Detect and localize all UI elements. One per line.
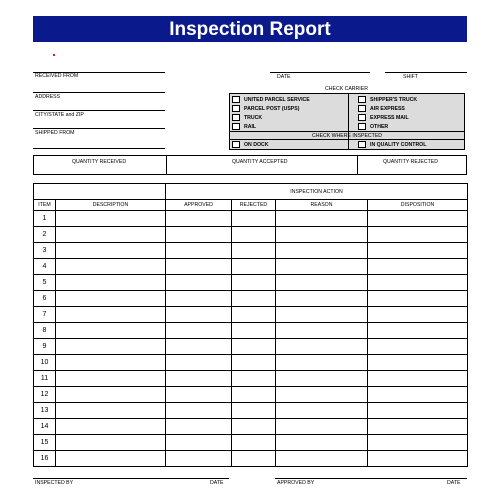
approved-cell[interactable]: [166, 291, 232, 307]
item-cell: 1: [34, 211, 56, 227]
address-label: ADDRESS: [35, 94, 61, 100]
item-cell: 9: [34, 339, 56, 355]
where-option-on-dock: ON DOCK: [244, 142, 269, 148]
reason-cell[interactable]: [276, 451, 368, 467]
col-item-header: ITEM: [34, 200, 56, 211]
rejected-cell[interactable]: [232, 339, 276, 355]
table-row: [34, 403, 468, 419]
rejected-cell[interactable]: [232, 435, 276, 451]
date-line[interactable]: [270, 72, 370, 73]
col-reason-header: REASON: [276, 200, 368, 211]
reason-cell[interactable]: [276, 387, 368, 403]
description-cell[interactable]: [56, 403, 166, 419]
approved-cell[interactable]: [166, 227, 232, 243]
description-cell[interactable]: [56, 275, 166, 291]
checkbox-on-dock[interactable]: [232, 141, 240, 148]
rejected-cell[interactable]: [232, 451, 276, 467]
carrier-option-usps: PARCEL POST (USPS): [244, 106, 300, 112]
shift-line[interactable]: [385, 72, 467, 73]
table-row: [34, 355, 468, 371]
approved-cell[interactable]: [166, 387, 232, 403]
disposition-cell[interactable]: [368, 259, 468, 275]
reason-cell[interactable]: [276, 227, 368, 243]
approved-cell[interactable]: [166, 211, 232, 227]
reason-cell[interactable]: [276, 243, 368, 259]
inspection-action-header: [166, 184, 468, 200]
item-cell: 15: [34, 435, 56, 451]
red-mark: [53, 54, 55, 56]
checkbox-express-mail[interactable]: [358, 114, 366, 121]
approved-cell[interactable]: [166, 355, 232, 371]
description-cell[interactable]: [56, 355, 166, 371]
disposition-cell[interactable]: [368, 355, 468, 371]
rejected-cell[interactable]: [232, 419, 276, 435]
item-cell: 11: [34, 371, 56, 387]
quantities-box: [33, 155, 467, 175]
check-where-inspected-heading: CHECK WHERE INSPECTED: [312, 133, 383, 139]
table-row: [34, 211, 468, 227]
footer-date-label-1: DATE: [210, 480, 224, 486]
qty-divider-2: [357, 156, 358, 175]
rejected-cell[interactable]: [232, 243, 276, 259]
disposition-cell[interactable]: [368, 403, 468, 419]
qty-divider-1: [166, 156, 167, 175]
description-cell[interactable]: [56, 371, 166, 387]
reason-cell[interactable]: [276, 323, 368, 339]
shipped-from-line[interactable]: [33, 148, 165, 149]
item-cell: 4: [34, 259, 56, 275]
disposition-cell[interactable]: [368, 451, 468, 467]
approved-cell[interactable]: [166, 259, 232, 275]
disposition-cell[interactable]: [368, 419, 468, 435]
approved-by-line[interactable]: [275, 478, 467, 479]
disposition-cell[interactable]: [368, 371, 468, 387]
check-carrier-heading: CHECK CARRIER: [325, 86, 368, 92]
table-row: [34, 259, 468, 275]
description-cell[interactable]: [56, 435, 166, 451]
description-cell[interactable]: [56, 307, 166, 323]
item-cell: 2: [34, 227, 56, 243]
approved-cell[interactable]: [166, 339, 232, 355]
approved-cell[interactable]: [166, 371, 232, 387]
disposition-cell[interactable]: [368, 211, 468, 227]
rejected-cell[interactable]: [232, 323, 276, 339]
footer-date-label-2: DATE: [447, 480, 461, 486]
inspected-by-label: INSPECTED BY: [35, 480, 74, 486]
reason-cell[interactable]: [276, 211, 368, 227]
reason-cell[interactable]: [276, 259, 368, 275]
checkbox-in-quality-control[interactable]: [358, 141, 366, 148]
description-cell[interactable]: [56, 227, 166, 243]
quantity-accepted-label: QUANTITY ACCEPTED: [232, 159, 288, 165]
carrier-option-ups: UNITED PARCEL SERVICE: [244, 97, 310, 103]
table-row: [34, 227, 468, 243]
item-cell: 10: [34, 355, 56, 371]
rejected-cell[interactable]: [232, 227, 276, 243]
rejected-cell[interactable]: [232, 403, 276, 419]
description-cell[interactable]: [56, 243, 166, 259]
reason-cell[interactable]: [276, 419, 368, 435]
approved-cell[interactable]: [166, 243, 232, 259]
carrier-box: [229, 93, 465, 150]
disposition-cell[interactable]: [368, 387, 468, 403]
quantity-received-label: QUANTITY RECEIVED: [72, 159, 127, 165]
address-top-line[interactable]: [33, 92, 165, 93]
table-blank-corner: [34, 184, 166, 200]
description-cell[interactable]: [56, 323, 166, 339]
table-row: [34, 435, 468, 451]
received-from-line[interactable]: [33, 72, 165, 73]
disposition-cell[interactable]: [368, 227, 468, 243]
disposition-cell[interactable]: [368, 435, 468, 451]
approved-cell[interactable]: [166, 419, 232, 435]
description-cell[interactable]: [56, 259, 166, 275]
col-approved-header: APPROVED: [166, 200, 232, 211]
reason-cell[interactable]: [276, 275, 368, 291]
quantity-rejected-label: QUANTITY REJECTED: [383, 159, 438, 165]
description-cell[interactable]: [56, 419, 166, 435]
rejected-cell[interactable]: [232, 259, 276, 275]
items-table: [33, 183, 467, 460]
description-cell[interactable]: [56, 451, 166, 467]
description-cell[interactable]: [56, 339, 166, 355]
approved-cell[interactable]: [166, 307, 232, 323]
item-cell: 7: [34, 307, 56, 323]
item-cell: 16: [34, 451, 56, 467]
reason-cell[interactable]: [276, 403, 368, 419]
reason-cell[interactable]: [276, 339, 368, 355]
description-cell[interactable]: [56, 387, 166, 403]
inspected-by-line[interactable]: [33, 478, 229, 479]
carrier-option-other: OTHER: [370, 124, 389, 130]
approved-cell[interactable]: [166, 435, 232, 451]
where-option-in-quality-control: IN QUALITY CONTROL: [370, 142, 427, 148]
approved-cell[interactable]: [166, 451, 232, 467]
rejected-cell[interactable]: [232, 355, 276, 371]
approved-by-label: APPROVED BY: [277, 480, 315, 486]
description-cell[interactable]: [56, 291, 166, 307]
description-cell[interactable]: [56, 211, 166, 227]
rejected-cell[interactable]: [232, 291, 276, 307]
table-row: [34, 371, 468, 387]
item-cell: 13: [34, 403, 56, 419]
approved-cell[interactable]: [166, 403, 232, 419]
disposition-cell[interactable]: [368, 339, 468, 355]
checkbox-truck[interactable]: [232, 114, 240, 121]
checkbox-air-express[interactable]: [358, 105, 366, 112]
disposition-cell[interactable]: [368, 291, 468, 307]
checkbox-usps[interactable]: [232, 105, 240, 112]
approved-cell[interactable]: [166, 323, 232, 339]
item-cell: 8: [34, 323, 56, 339]
page-title: Inspection Report: [169, 19, 331, 40]
reason-cell[interactable]: [276, 435, 368, 451]
reason-cell[interactable]: [276, 291, 368, 307]
address-line[interactable]: [33, 110, 165, 111]
disposition-cell[interactable]: [368, 275, 468, 291]
carrier-option-truck: TRUCK: [244, 115, 263, 121]
shift-label: SHIFT: [403, 74, 418, 80]
rejected-cell[interactable]: [232, 371, 276, 387]
item-cell: 14: [34, 419, 56, 435]
carrier-option-express-mail: EXPRESS MAIL: [370, 115, 409, 121]
checkbox-other[interactable]: [358, 123, 366, 130]
received-from-label: RECEIVED FROM: [35, 73, 79, 79]
rejected-cell[interactable]: [232, 387, 276, 403]
table-row: [34, 291, 468, 307]
table-row: [34, 243, 468, 259]
date-label: DATE: [277, 74, 291, 80]
table-row: [34, 323, 468, 339]
table-row: [34, 339, 468, 355]
rejected-cell[interactable]: [232, 275, 276, 291]
table-row: [34, 419, 468, 435]
disposition-cell[interactable]: [368, 307, 468, 323]
approved-cell[interactable]: [166, 275, 232, 291]
checkbox-shippers-truck[interactable]: [358, 96, 366, 103]
item-cell: 12: [34, 387, 56, 403]
carrier-separator: [230, 131, 465, 132]
carrier-option-shippers-truck: SHIPPER'S TRUCK: [370, 97, 418, 103]
table-row: [34, 307, 468, 323]
carrier-option-rail: RAIL: [244, 124, 257, 130]
city-state-zip-label: CITY/STATE and ZIP: [35, 112, 84, 118]
inspection-action-label: INSPECTION ACTION: [290, 188, 343, 195]
where-separator: [230, 139, 465, 140]
table-row: [34, 451, 468, 467]
table-row: [34, 387, 468, 403]
item-cell: 3: [34, 243, 56, 259]
table-row: [34, 275, 468, 291]
disposition-cell[interactable]: [368, 243, 468, 259]
carrier-divider: [348, 94, 349, 150]
reason-cell[interactable]: [276, 355, 368, 371]
city-state-zip-line[interactable]: [33, 128, 165, 129]
checkbox-ups[interactable]: [232, 96, 240, 103]
reason-cell[interactable]: [276, 307, 368, 323]
carrier-option-air-express: AIR EXPRESS: [370, 106, 405, 112]
item-cell: 6: [34, 291, 56, 307]
col-description-header: DESCRIPTION: [56, 200, 166, 211]
disposition-cell[interactable]: [368, 323, 468, 339]
shipped-from-label: SHIPPED FROM: [35, 130, 75, 136]
checkbox-rail[interactable]: [232, 123, 240, 130]
rejected-cell[interactable]: [232, 211, 276, 227]
report-title-banner: [33, 16, 467, 42]
col-disposition-header: DISPOSITION: [368, 200, 468, 211]
rejected-cell[interactable]: [232, 307, 276, 323]
reason-cell[interactable]: [276, 371, 368, 387]
item-cell: 5: [34, 275, 56, 291]
col-rejected-header: REJECTED: [232, 200, 276, 211]
